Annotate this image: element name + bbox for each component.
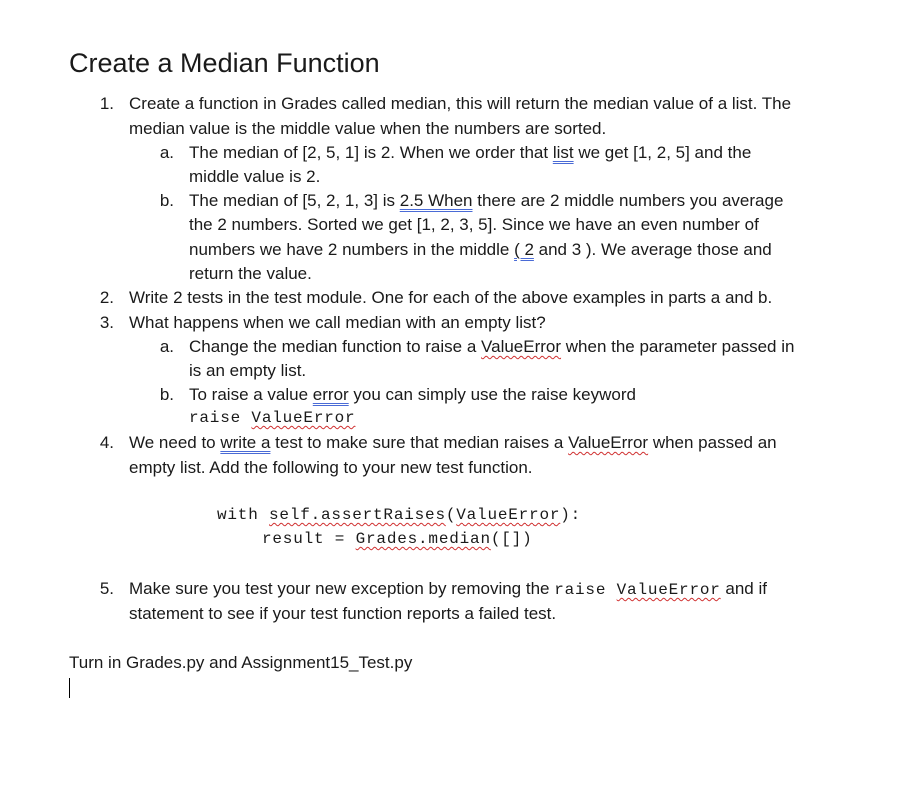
spelling-mark: ValueError [456,506,561,524]
item-5-line-2: statement to see if your test function reports a failed test. [129,604,557,623]
spelling-mark: ValueError [251,409,356,427]
page-title: Create a Median Function [69,48,380,78]
spelling-mark: self.assertRaises [269,506,446,524]
item-3a-line-2: is an empty list. [189,361,307,380]
item-1b-line-1: The median of [5, 2, 1, 3] is 2.5 When there are 2 middle numbers you average [189,191,784,210]
item-3b-code: raise ValueError [189,409,356,427]
item-3a-line-1: Change the median function to raise a ValueError when the parameter passed in [189,337,795,356]
item-4-line-1: We need to write a test to make sure that median raises a ValueError when passed an [129,433,777,452]
turn-in-note: Turn in Grades.py and Assignment15_Test.py [69,653,413,672]
item-3b-letter: b. [159,385,174,404]
item-1b-line-3: numbers we have 2 numbers in the middle ( 2 and 3 ). We average those and [189,240,772,259]
spelling-mark: ValueError [616,581,721,599]
item-1-line-1: Create a function in Grades called median, this will return the median value of a list. The [129,94,792,113]
spelling-mark: ValueError [568,433,649,452]
spelling-mark: Grades.median [355,530,491,548]
item-1b-line-4: return the value. [189,264,312,283]
code-line-2: result = Grades.median([]) [262,530,533,548]
code-line-1: with self.assertRaises(ValueError): [217,506,582,524]
item-3a-letter: a. [159,337,174,356]
item-3-line-1: What happens when we call median with an empty list? [129,313,546,332]
item-4-number: 4. [99,433,114,452]
item-2-line-1: Write 2 tests in the test module. One for each of the above examples in parts a and b. [129,288,773,307]
item-1-line-2: median value is the middle value when the numbers are sorted. [129,119,607,138]
grammar-mark: write a [220,433,271,452]
spelling-mark: ValueError [481,337,562,356]
item-1b-letter: b. [159,191,174,210]
item-3b-line-1: To raise a value error you can simply use the raise keyword [189,385,636,404]
item-3-number: 3. [99,313,114,332]
item-5-line-1: Make sure you test your new exception by removing the raise ValueError and if [129,579,767,599]
grammar-mark: ( 2 [514,240,534,259]
item-1a-line-1: The median of [2, 5, 1] is 2. When we order that list we get [1, 2, 5] and the [189,143,752,162]
text-cursor [69,678,70,698]
item-1a-line-2: middle value is 2. [189,167,321,186]
item-1-number: 1. [99,94,114,113]
grammar-mark: error [312,385,349,404]
item-1b-line-2: the 2 numbers. Sorted we get [1, 2, 3, 5]. Since we have an even number of [189,215,759,234]
grammar-mark: 2.5 When [399,191,473,210]
item-2-number: 2. [99,288,114,307]
item-4-line-2: empty list. Add the following to your new test function. [129,458,533,477]
grammar-mark: list [552,143,574,162]
item-5-number: 5. [99,579,114,598]
item-1a-letter: a. [159,143,174,162]
